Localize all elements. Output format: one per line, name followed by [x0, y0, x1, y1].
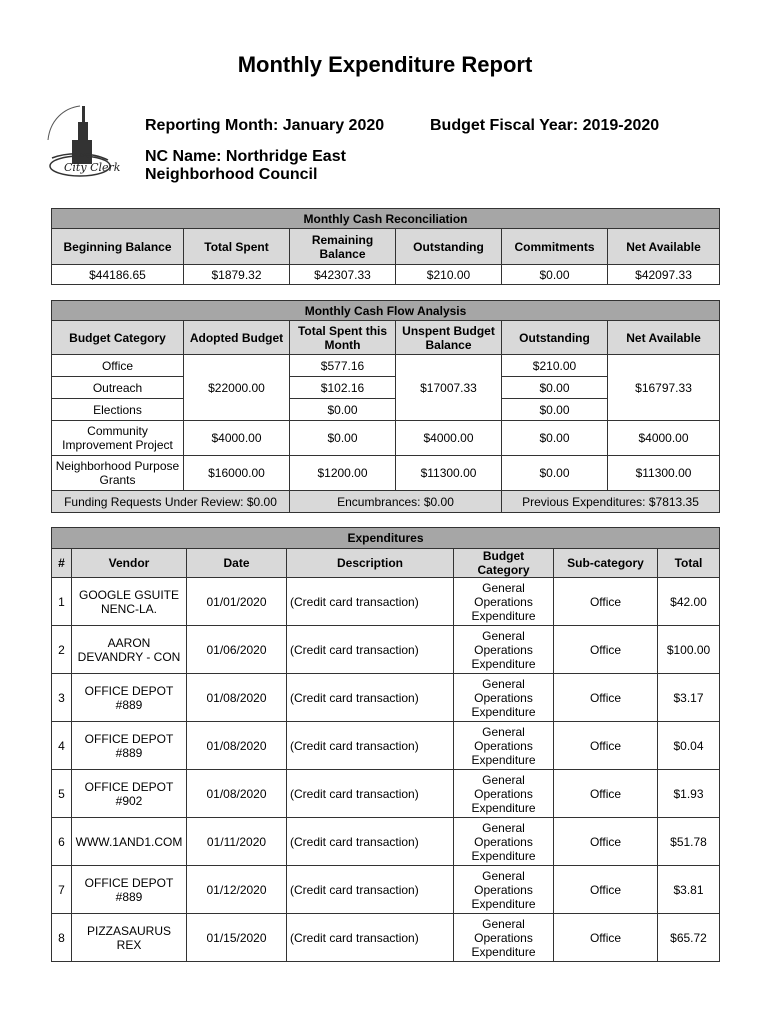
- reporting-month: Reporting Month: January 2020: [145, 117, 385, 134]
- total-spent: $577.16: [290, 355, 396, 377]
- col-beginning-balance: Beginning Balance: [52, 229, 184, 265]
- col-remaining-balance: Remaining Balance: [290, 229, 396, 265]
- col-vendor: Vendor: [72, 549, 187, 578]
- col-description: Description: [287, 549, 454, 578]
- fiscal-year: Budget Fiscal Year: 2019-2020: [430, 117, 660, 134]
- total-spent: $1200.00: [290, 456, 396, 491]
- table-row: [52, 355, 720, 377]
- cash-reconciliation-title: Monthly Cash Reconciliation: [52, 209, 720, 229]
- col-budget-category: Budget Category: [454, 549, 554, 578]
- budget-category: Outreach: [52, 377, 184, 399]
- col-total: Total: [658, 549, 720, 578]
- outstanding: $0.00: [502, 399, 608, 421]
- row-number: 8: [52, 914, 72, 962]
- vendor: OFFICE DEPOT #889: [72, 866, 187, 914]
- encumbrances: Encumbrances: $0.00: [290, 491, 502, 513]
- date: 01/11/2020: [187, 818, 287, 866]
- row-number: 3: [52, 674, 72, 722]
- description: (Credit card transaction): [287, 578, 454, 626]
- city-clerk-seal-icon: [42, 100, 121, 182]
- vendor: WWW.1AND1.COM: [72, 818, 187, 866]
- budget-category: General Operations Expenditure: [454, 722, 554, 770]
- row-number: 7: [52, 866, 72, 914]
- unspent-budget: $4000.00: [396, 421, 502, 456]
- budget-category: Neighborhood Purpose Grants: [52, 456, 184, 491]
- description: (Credit card transaction): [287, 674, 454, 722]
- date: 01/12/2020: [187, 866, 287, 914]
- total: $42.00: [658, 578, 720, 626]
- table-row: [52, 866, 720, 914]
- report-title: Monthly Expenditure Report: [237, 52, 533, 77]
- vendor: OFFICE DEPOT #889: [72, 674, 187, 722]
- adopted-budget: $22000.00: [184, 355, 290, 421]
- previous-expenditures: Previous Expenditures: $7813.35: [502, 491, 720, 513]
- adopted-budget: $16000.00: [184, 456, 290, 491]
- total: $1.93: [658, 770, 720, 818]
- col-subcategory: Sub-category: [554, 549, 658, 578]
- vendor: OFFICE DEPOT #889: [72, 722, 187, 770]
- row-number: 5: [52, 770, 72, 818]
- nc-name-line2: Neighborhood Council: [145, 166, 318, 183]
- total: $100.00: [658, 626, 720, 674]
- nc-name-line1: NC Name: Northridge East: [145, 148, 346, 165]
- table-row: [52, 722, 720, 770]
- budget-category: General Operations Expenditure: [454, 866, 554, 914]
- budget-category: General Operations Expenditure: [454, 626, 554, 674]
- subcategory: Office: [554, 818, 658, 866]
- cash-flow-table: [51, 300, 720, 513]
- table-row: [52, 626, 720, 674]
- outstanding: $0.00: [502, 456, 608, 491]
- table-row: [52, 914, 720, 962]
- description: (Credit card transaction): [287, 914, 454, 962]
- funding-requests: Funding Requests Under Review: $0.00: [52, 491, 290, 513]
- budget-category: General Operations Expenditure: [454, 578, 554, 626]
- subcategory: Office: [554, 866, 658, 914]
- date: 01/08/2020: [187, 722, 287, 770]
- subcategory: Office: [554, 722, 658, 770]
- commitments: $0.00: [502, 265, 608, 285]
- cash-reconciliation-table: [51, 208, 720, 285]
- outstanding: $210.00: [502, 355, 608, 377]
- budget-category: General Operations Expenditure: [454, 818, 554, 866]
- row-number: 4: [52, 722, 72, 770]
- table-row: [52, 818, 720, 866]
- total: $3.17: [658, 674, 720, 722]
- total-spent: $102.16: [290, 377, 396, 399]
- outstanding: $0.00: [502, 377, 608, 399]
- subcategory: Office: [554, 914, 658, 962]
- budget-category: General Operations Expenditure: [454, 914, 554, 962]
- date: 01/08/2020: [187, 674, 287, 722]
- col-commitments: Commitments: [502, 229, 608, 265]
- expenditures-title: Expenditures: [52, 528, 720, 549]
- total-spent: $1879.32: [184, 265, 290, 285]
- col-outstanding: Outstanding: [396, 229, 502, 265]
- budget-category: General Operations Expenditure: [454, 674, 554, 722]
- col-unspent-budget: Unspent Budget Balance: [396, 321, 502, 355]
- outstanding: $0.00: [502, 421, 608, 456]
- date: 01/08/2020: [187, 770, 287, 818]
- description: (Credit card transaction): [287, 722, 454, 770]
- outstanding: $210.00: [396, 265, 502, 285]
- subcategory: Office: [554, 578, 658, 626]
- date: 01/01/2020: [187, 578, 287, 626]
- vendor: OFFICE DEPOT #902: [72, 770, 187, 818]
- subcategory: Office: [554, 770, 658, 818]
- unspent-budget: $11300.00: [396, 456, 502, 491]
- description: (Credit card transaction): [287, 866, 454, 914]
- vendor: AARON DEVANDRY - CON: [72, 626, 187, 674]
- subcategory: Office: [554, 626, 658, 674]
- row-number: 2: [52, 626, 72, 674]
- col-total-spent: Total Spent: [184, 229, 290, 265]
- description: (Credit card transaction): [287, 626, 454, 674]
- expenditures-table: [51, 527, 720, 962]
- net-available: $11300.00: [608, 456, 720, 491]
- net-available: $16797.33: [608, 355, 720, 421]
- description: (Credit card transaction): [287, 770, 454, 818]
- budget-category: General Operations Expenditure: [454, 770, 554, 818]
- net-available: $4000.00: [608, 421, 720, 456]
- total: $65.72: [658, 914, 720, 962]
- row-number: 6: [52, 818, 72, 866]
- budget-category: Community Improvement Project: [52, 421, 184, 456]
- total: $3.81: [658, 866, 720, 914]
- total-spent: $0.00: [290, 421, 396, 456]
- table-row: [52, 578, 720, 626]
- date: 01/15/2020: [187, 914, 287, 962]
- col-budget-category: Budget Category: [52, 321, 184, 355]
- total: $51.78: [658, 818, 720, 866]
- table-row: [52, 770, 720, 818]
- budget-category: Elections: [52, 399, 184, 421]
- subcategory: Office: [554, 674, 658, 722]
- seal-text: City Clerk: [64, 161, 121, 174]
- col-adopted-budget: Adopted Budget: [184, 321, 290, 355]
- date: 01/06/2020: [187, 626, 287, 674]
- vendor: GOOGLE GSUITE NENC-LA.: [72, 578, 187, 626]
- unspent-budget: $17007.33: [396, 355, 502, 421]
- beginning-balance: $44186.65: [52, 265, 184, 285]
- total-spent: $0.00: [290, 399, 396, 421]
- col-net-available: Net Available: [608, 321, 720, 355]
- adopted-budget: $4000.00: [184, 421, 290, 456]
- table-row: [52, 421, 720, 456]
- remaining-balance: $42307.33: [290, 265, 396, 285]
- col-number: #: [52, 549, 72, 578]
- total: $0.04: [658, 722, 720, 770]
- col-net-available: Net Available: [608, 229, 720, 265]
- net-available: $42097.33: [608, 265, 720, 285]
- col-outstanding: Outstanding: [502, 321, 608, 355]
- col-date: Date: [187, 549, 287, 578]
- table-row: [52, 456, 720, 491]
- col-total-spent-month: Total Spent this Month: [290, 321, 396, 355]
- budget-category: Office: [52, 355, 184, 377]
- row-number: 1: [52, 578, 72, 626]
- description: (Credit card transaction): [287, 818, 454, 866]
- table-row: [52, 674, 720, 722]
- vendor: PIZZASAURUS REX: [72, 914, 187, 962]
- cash-flow-title: Monthly Cash Flow Analysis: [52, 301, 720, 321]
